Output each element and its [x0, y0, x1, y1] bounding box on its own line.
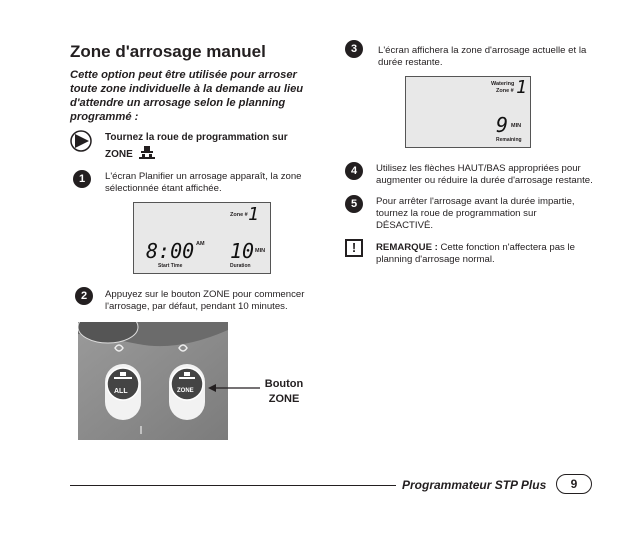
step-number-2: 2 [75, 287, 93, 305]
zone-button-callout [263, 377, 305, 407]
lcd-zone-value: 1 [248, 204, 259, 225]
page-number: 9 [556, 474, 592, 494]
warning-icon: ! [345, 239, 363, 257]
lcd-zone-value-2: 1 [516, 77, 527, 98]
note-label: REMARQUE : [376, 242, 438, 253]
lcd-zone-label-2: Zone # [496, 88, 514, 94]
zone-sprinkler-icon [139, 145, 155, 164]
arrow-right-icon [70, 130, 92, 152]
dial-instruction-line1: Tournez la roue de programmation sur [105, 132, 288, 143]
lcd-watering-screen [405, 76, 531, 148]
lcd-remaining-label: Remaining [496, 137, 522, 143]
step-1-text: L'écran Planifier un arrosage apparaît, la zone sélectionnée étant affichée. [105, 171, 302, 194]
lcd-min-label-2: MIN [511, 123, 522, 129]
all-button-label: ALL [114, 388, 128, 395]
lcd-ampm: AM [196, 241, 205, 247]
step-number-4: 4 [345, 162, 363, 180]
dial-instruction [105, 131, 325, 164]
lcd-min-label: MIN [255, 248, 266, 254]
callout-line2: ZONE [268, 393, 300, 405]
lcd-duration: 10 [230, 239, 255, 263]
footer-divider [70, 485, 396, 486]
step-3-text: L'écran affichera la zone d'arrosage actuelle et la durée restante. [378, 45, 587, 68]
note-body: Cette fonction n'affectera pas le planning d'arrosage normal. [376, 242, 575, 265]
step-number-1: 1 [73, 170, 91, 188]
lcd-start-time: 8:00 [146, 239, 195, 263]
controller-panel-illustration [78, 322, 228, 440]
step-number-5: 5 [345, 195, 363, 213]
dial-instruction-line2: ZONE [105, 148, 133, 160]
lcd-duration-label: Duration [230, 263, 251, 269]
callout-arrow-icon [208, 380, 260, 398]
step-number-3: 3 [345, 40, 363, 58]
lcd-zone-label: Zone # [230, 212, 248, 218]
step-2-text: Appuyez sur le bouton ZONE pour commencer l'arrosage, par défaut, pendant 10 minutes. [105, 289, 305, 312]
lcd-start-time-label: Start Time [158, 263, 183, 269]
callout-line1: Bouton [264, 378, 304, 390]
zone-button-label: ZONE [177, 388, 194, 394]
page-title: Zone d'arrosage manuel [70, 42, 266, 61]
footer-product-name: Programmateur STP Plus [402, 478, 547, 492]
step-4-text: Utilisez les flèches HAUT/BAS appropriées pour augmenter ou réduire la durée d'arrosage restante. [376, 163, 593, 186]
lcd-schedule-screen [133, 202, 271, 274]
intro-text: Cette option peut être utilisée pour arroser toute zone individuelle à la demande au lieu d'attendre un arrosage selon le planning programmé : [70, 69, 304, 123]
lcd-watering-label: Watering [491, 81, 515, 87]
note-text [376, 242, 591, 266]
lcd-remaining-minutes: 9 [496, 113, 509, 137]
step-5-text: Pour arrêter l'arrosage avant la durée impartie, tournez la roue de programmation sur DÉSACTIVÉ. [376, 196, 575, 231]
